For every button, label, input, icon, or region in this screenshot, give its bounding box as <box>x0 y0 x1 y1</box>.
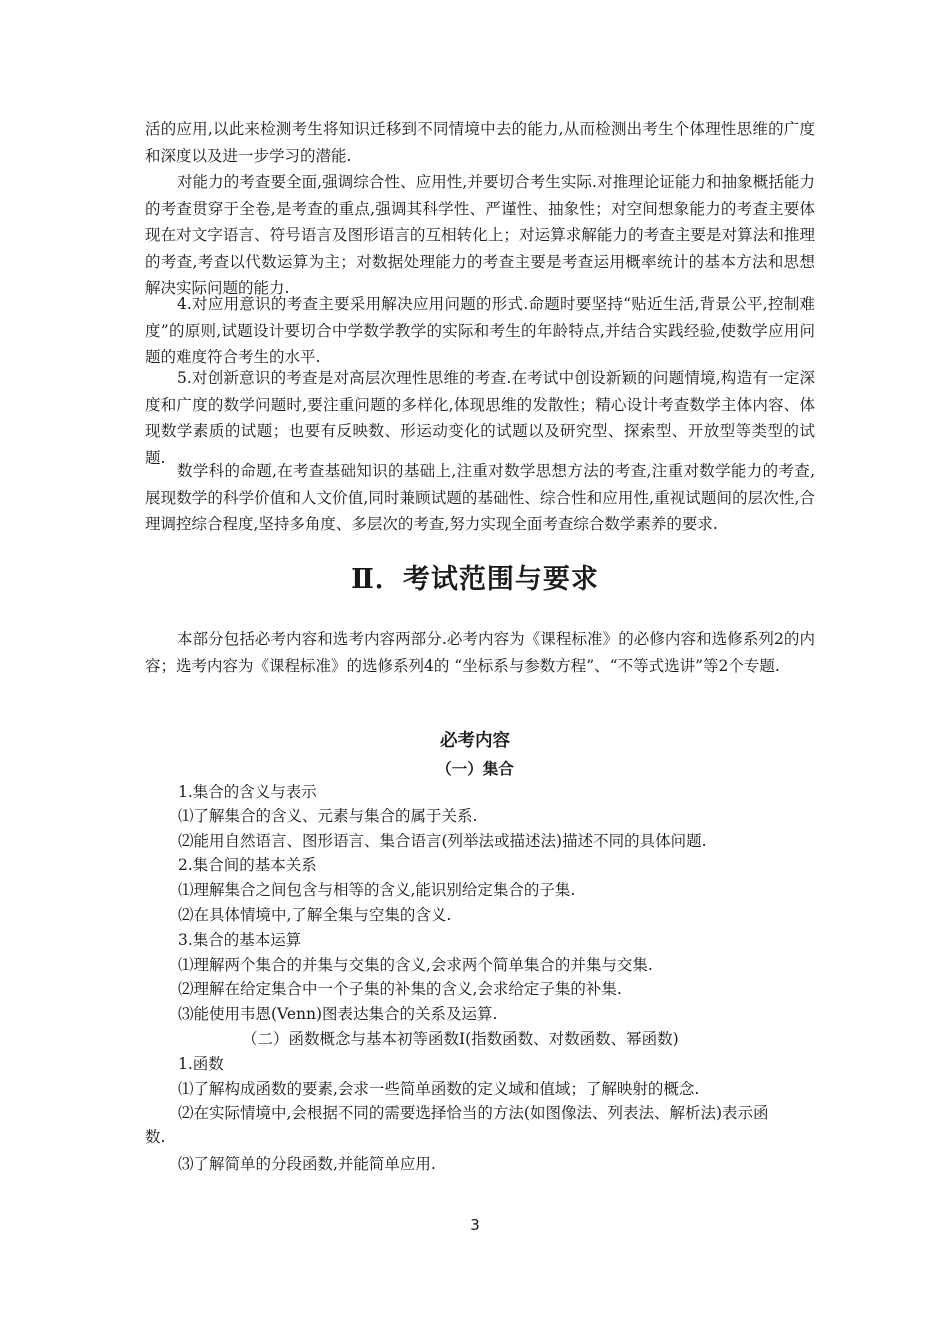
unit-1-list-item: ⑴了解集合的含义、元素与集合的属于关系. <box>178 807 478 825</box>
intro-paragraph-4: 5.对创新意识的考查是对高层次理性思维的考查.在考试中创设新颖的问题情境,构造有一定深度和广度的数学问题时,要注重问题的多样化,体现思维的发散性；精心设计考查数学主体内容、体现数学素质的试题；也要有反映数、形运动变化的试题以及研究型、探索型、开放型等类型的试题. <box>145 369 815 467</box>
page-number: 3 <box>470 1216 480 1234</box>
section-intro: 本部分包括必考内容和选考内容两部分.必考内容为《课程标准》的必修内容和选修系列2的内容；选考内容为《课程标准》的选修系列4的 “坐标系与参数方程”、“不等式选讲”等2个专题. <box>145 630 815 675</box>
unit-2-item-heading: 1.函数 <box>178 1055 224 1073</box>
intro-paragraph-2: 对能力的考查要全面,强调综合性、应用性,并要切合考生实际.对推理论证能力和抽象概括能力的考查贯穿于全卷,是考查的重点,强调其科学性、严谨性、抽象性；对空间想象能力的考查主要体现在对文字语言、符号语言及图形语言的互相转化上；对运算求解能力的考查主要是对算法和推理的考查,考查以代数运算为主；对数据处理能力的考查主要是考查运用概率统计的基本方法和思想解决实际问题的能力. <box>145 173 815 297</box>
unit-1-list-item: ⑴理解两个集合的并集与交集的含义,会求两个简单集合的并集与交集. <box>178 956 653 974</box>
intro-paragraph-1: 活的应用,以此来检测考生将知识迁移到不同情境中去的能力,从而检测出考生个体理性思维的广度和深度以及进一步学习的潜能. <box>145 120 815 165</box>
unit-1-list-item: ⑶能使用韦恩(Venn)图表达集合的关系及运算. <box>178 1005 498 1023</box>
unit-2-list-item: ⑴了解构成函数的要素,会求一些简单函数的定义域和值域；了解映射的概念. <box>178 1080 700 1098</box>
unit-1-list-item: ⑴理解集合之间包含与相等的含义,能识别给定集合的子集. <box>178 881 576 899</box>
unit-1-list-item: ⑵在具体情境中,了解全集与空集的含义. <box>178 906 452 924</box>
unit-2-list-item-wrapped: ⑵在实际情境中,会根据不同的需要选择恰当的方法(如图像法、列表法、解析法)表示函数. <box>145 1104 769 1146</box>
unit-1-list-item: ⑵理解在给定集合中一个子集的补集的含义,会求给定子集的补集. <box>178 980 622 998</box>
unit-1-item-heading: 3.集合的基本运算 <box>178 931 302 949</box>
unit-2-list-item: ⑶了解简单的分段函数,并能简单应用. <box>178 1155 436 1173</box>
unit-1-item-heading: 1.集合的含义与表示 <box>178 783 317 801</box>
unit-2-title: （二）函数概念与基本初等函数Ⅰ(指数函数、对数函数、幂函数) <box>242 1030 679 1048</box>
section-title: Ⅱ．考试范围与要求 <box>351 564 599 595</box>
unit-1-list-item: ⑵能用自然语言、图形语言、集合语言(列举法或描述法)描述不同的具体问题. <box>178 832 707 850</box>
required-content-title: 必考内容 <box>440 731 510 751</box>
unit-1-title: （一）集合 <box>436 759 514 778</box>
intro-paragraph-3: 4.对应用意识的考查主要采用解决应用问题的形式.命题时要坚持“贴近生活,背景公平,控制难度”的原则,试题设计要切合中学数学教学的实际和考生的年龄特点,并结合实践经验,使数学应用问题的难度符合考生的水平. <box>145 295 815 366</box>
intro-paragraph-5: 数学科的命题,在考查基础知识的基础上,注重对数学思想方法的考查,注重对数学能力的考查,展现数学的科学价值和人文价值,同时兼顾试题的基础性、综合性和应用性,重视试题间的层次性,合理调控综合程度,坚持多角度、多层次的考查,努力实现全面考查综合数学素养的要求. <box>145 462 815 533</box>
unit-1-item-heading: 2.集合间的基本关系 <box>178 856 317 874</box>
